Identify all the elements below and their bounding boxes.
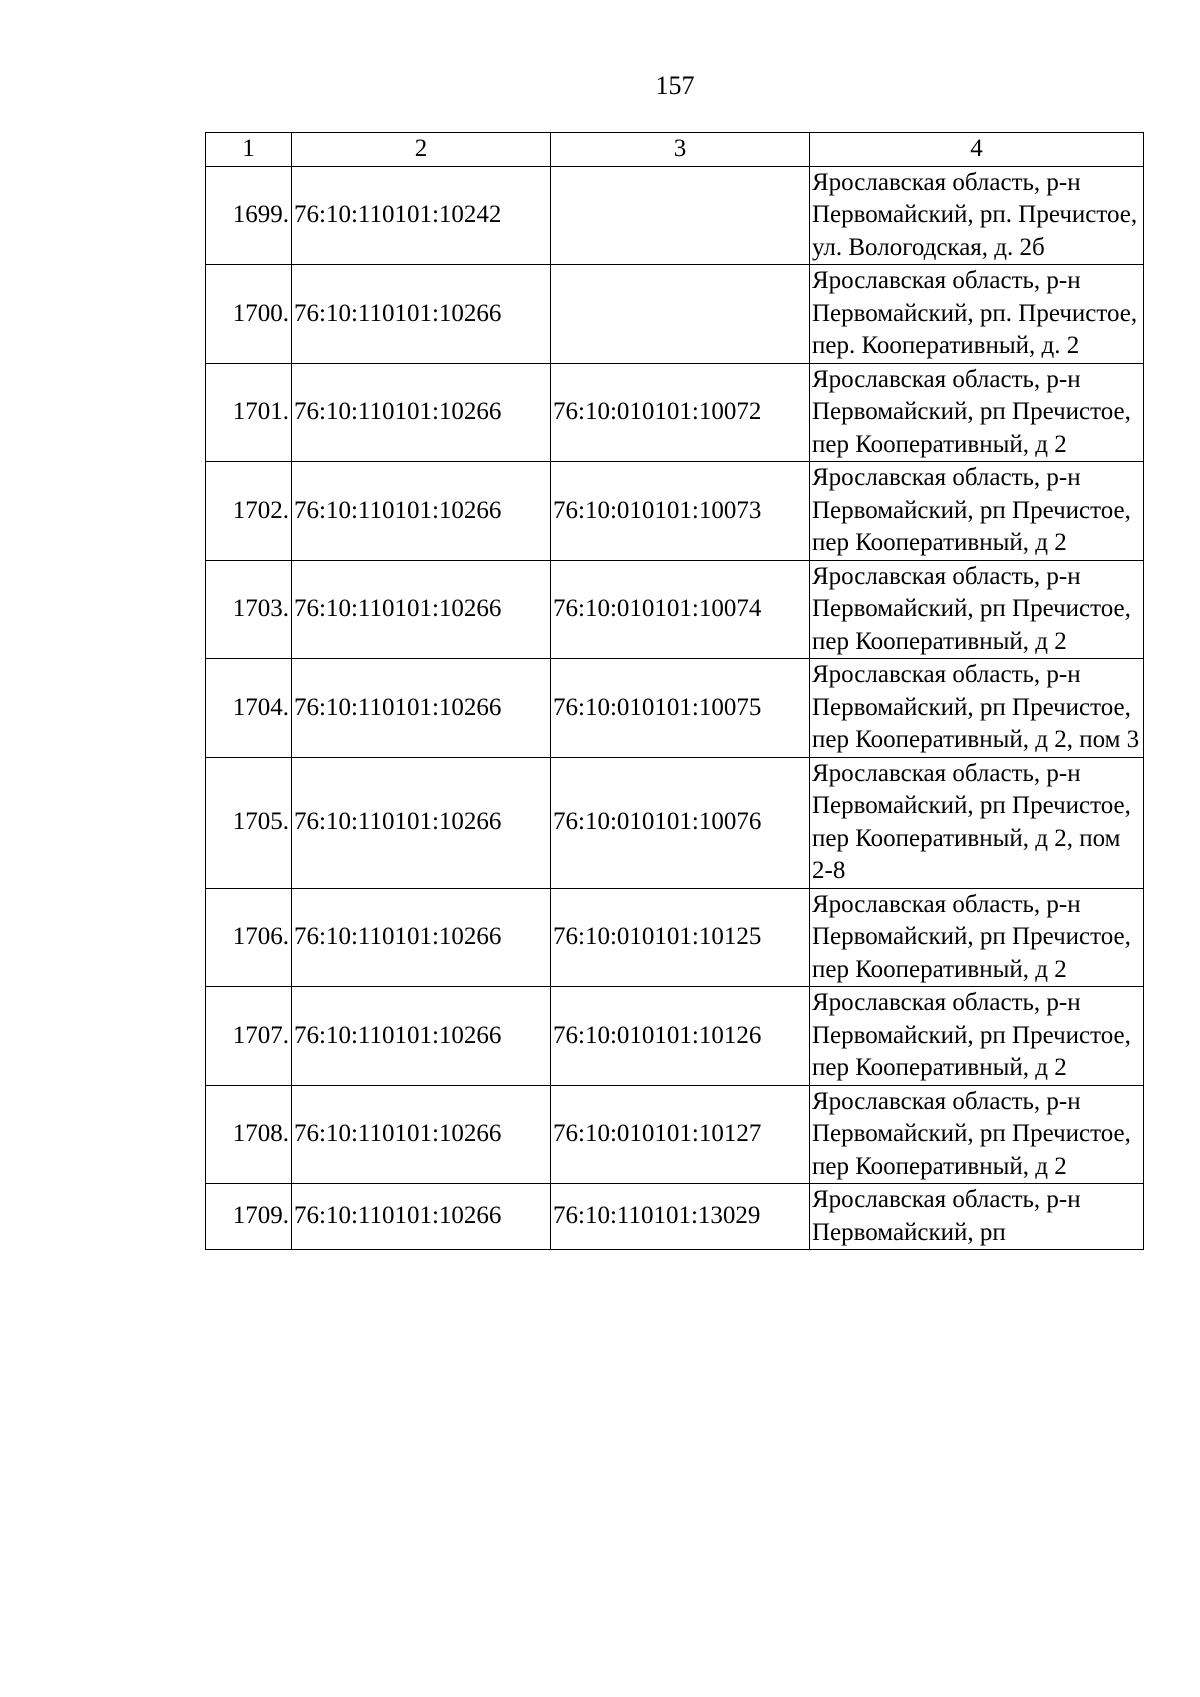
cadastral-number: 76:10:110101:10266	[292, 1085, 551, 1184]
related-cadastral-number	[551, 265, 810, 364]
cadastral-number: 76:10:110101:10266	[292, 462, 551, 561]
related-cadastral-number: 76:10:010101:10073	[551, 462, 810, 561]
related-cadastral-number: 76:10:110101:13029	[551, 1184, 810, 1250]
cadastral-number: 76:10:110101:10266	[292, 363, 551, 462]
address: Ярославская область, р-н Первомайский, рп Пречистое, пер Кооперативный, д 2, пом 3	[810, 659, 1144, 758]
cadastral-number: 76:10:110101:10266	[292, 987, 551, 1086]
cadastral-number: 76:10:110101:10266	[292, 560, 551, 659]
table-row	[206, 987, 1144, 1086]
cadastral-number: 76:10:110101:10242	[292, 166, 551, 265]
address: Ярославская область, р-н Первомайский, рп Пречистое, пер Кооперативный, д 2, пом 2-8	[810, 757, 1144, 888]
address: Ярославская область, р-н Первомайский, рп Пречистое, пер Кооперативный, д 2	[810, 462, 1144, 561]
row-number: 1705.	[206, 757, 292, 888]
address: Ярославская область, р-н Первомайский, рп Пречистое, пер Кооперативный, д 2	[810, 560, 1144, 659]
row-number: 1704.	[206, 659, 292, 758]
related-cadastral-number: 76:10:010101:10127	[551, 1085, 810, 1184]
row-number: 1699.	[206, 166, 292, 265]
row-number: 1701.	[206, 363, 292, 462]
row-number: 1708.	[206, 1085, 292, 1184]
address: Ярославская область, р-н Первомайский, рп	[810, 1184, 1144, 1250]
header-row	[206, 133, 1144, 167]
cadastral-number: 76:10:110101:10266	[292, 888, 551, 987]
table-row	[206, 462, 1144, 561]
column-header-1: 1	[206, 133, 292, 167]
address: Ярославская область, р-н Первомайский, рп. Пречистое, пер. Кооперативный, д. 2	[810, 265, 1144, 364]
row-number: 1709.	[206, 1184, 292, 1250]
related-cadastral-number: 76:10:010101:10075	[551, 659, 810, 758]
table-row	[206, 166, 1144, 265]
table-row	[206, 1085, 1144, 1184]
row-number: 1702.	[206, 462, 292, 561]
related-cadastral-number: 76:10:010101:10072	[551, 363, 810, 462]
column-header-4: 4	[810, 133, 1144, 167]
address: Ярославская область, р-н Первомайский, рп Пречистое, пер Кооперативный, д 2	[810, 363, 1144, 462]
related-cadastral-number: 76:10:010101:10125	[551, 888, 810, 987]
table-row	[206, 888, 1144, 987]
cadastral-number: 76:10:110101:10266	[292, 757, 551, 888]
table-row	[206, 560, 1144, 659]
cadastral-number: 76:10:110101:10266	[292, 265, 551, 364]
related-cadastral-number: 76:10:010101:10076	[551, 757, 810, 888]
row-number: 1707.	[206, 987, 292, 1086]
address: Ярославская область, р-н Первомайский, рп Пречистое, пер Кооперативный, д 2	[810, 987, 1144, 1086]
table-row	[206, 1184, 1144, 1250]
registry-table	[205, 132, 1144, 1250]
table-row	[206, 757, 1144, 888]
column-header-2: 2	[292, 133, 551, 167]
row-number: 1706.	[206, 888, 292, 987]
page-number: 157	[655, 71, 695, 100]
related-cadastral-number: 76:10:010101:10074	[551, 560, 810, 659]
row-number: 1700.	[206, 265, 292, 364]
table-row	[206, 363, 1144, 462]
address: Ярославская область, р-н Первомайский, рп Пречистое, пер Кооперативный, д 2	[810, 1085, 1144, 1184]
table-row	[206, 265, 1144, 364]
cadastral-number: 76:10:110101:10266	[292, 1184, 551, 1250]
related-cadastral-number: 76:10:010101:10126	[551, 987, 810, 1086]
address: Ярославская область, р-н Первомайский, рп. Пречистое, ул. Вологодская, д. 2б	[810, 166, 1144, 265]
table-row	[206, 659, 1144, 758]
cadastral-number: 76:10:110101:10266	[292, 659, 551, 758]
related-cadastral-number	[551, 166, 810, 265]
column-header-3: 3	[551, 133, 810, 167]
address: Ярославская область, р-н Первомайский, рп Пречистое, пер Кооперативный, д 2	[810, 888, 1144, 987]
row-number: 1703.	[206, 560, 292, 659]
